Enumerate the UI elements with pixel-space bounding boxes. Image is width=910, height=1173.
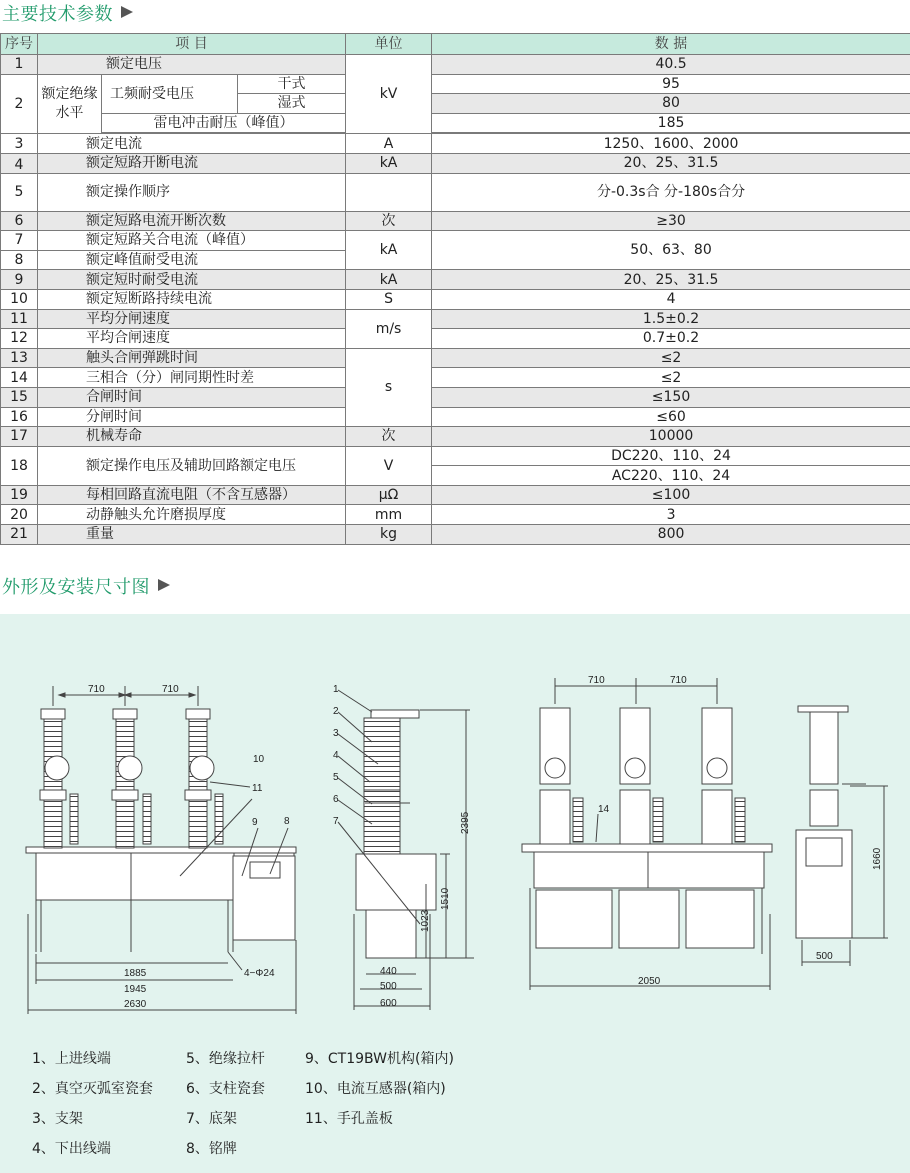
front-dim-2630: 2630 bbox=[124, 999, 147, 1010]
front-hole-label: 4−Φ24 bbox=[244, 968, 275, 979]
right-dim-1660: 1660 bbox=[872, 847, 883, 870]
svg-text:6: 6 bbox=[333, 794, 339, 805]
front-dim-1945: 1945 bbox=[124, 984, 147, 995]
table-row: 20 动静触头允许磨损厚度 mm 3 bbox=[1, 505, 910, 525]
table-row: 5 额定操作顺序 分-0.3s合 分-180s合分 bbox=[1, 173, 910, 211]
callout-9: 9 bbox=[252, 817, 258, 828]
table-row: 13 触头合闸弹跳时间 s ≤2 bbox=[1, 348, 910, 368]
table-row: 湿式 80 bbox=[1, 94, 910, 114]
svg-text:4: 4 bbox=[333, 750, 339, 761]
svg-text:2: 2 bbox=[333, 706, 339, 717]
callout-8: 8 bbox=[284, 816, 290, 827]
table-row: 18 额定操作电压及辅助回路额定电压 V DC220、110、24 bbox=[1, 446, 910, 466]
legend-item: 9、CT19BW机构(箱内) bbox=[305, 1051, 454, 1067]
table-row: 10 额定短断路持续电流 S 4 bbox=[1, 289, 910, 309]
table-row: 8 额定峰值耐受电流 bbox=[1, 250, 910, 270]
side-view bbox=[333, 684, 474, 1010]
table-row: 15 合闸时间 ≤150 bbox=[1, 387, 910, 407]
side-dim-2395: 2395 bbox=[460, 811, 471, 834]
legend-item: 2、真空灭弧室瓷套 bbox=[32, 1081, 153, 1097]
drawing-section-title: 外形及安装尺寸图 bbox=[2, 573, 170, 599]
table-row: 21 重量 kg 800 bbox=[1, 525, 910, 545]
header-no: 序号 bbox=[1, 34, 38, 55]
table-row: 19 每相回路直流电阻（不含互感器） μΩ ≤100 bbox=[1, 485, 910, 505]
legend-item: 4、下出线端 bbox=[32, 1141, 111, 1157]
spec-section-title: 主要技术参数 bbox=[2, 0, 133, 26]
back-view bbox=[522, 675, 772, 990]
table-row: 4 额定短路开断电流 kA 20、25、31.5 bbox=[1, 153, 910, 173]
table-row: 16 分闸时间 ≤60 bbox=[1, 407, 910, 427]
legend-item: 5、绝缘拉杆 bbox=[186, 1051, 265, 1067]
table-row: 12 平均合闸速度 0.7±0.2 bbox=[1, 329, 910, 349]
back-dim-710-b: 710 bbox=[670, 675, 687, 686]
callout-11: 11 bbox=[252, 783, 263, 794]
table-row: 1 额定电压 kV 40.5 bbox=[1, 55, 910, 75]
side-dim-440: 440 bbox=[380, 966, 397, 977]
svg-text:7: 7 bbox=[333, 816, 339, 827]
table-row: 2 额定绝缘水平 工频耐受电压 干式 95 bbox=[1, 74, 910, 94]
legend-item: 8、铭牌 bbox=[186, 1141, 237, 1157]
legend-item: 6、支柱瓷套 bbox=[186, 1081, 265, 1097]
side-dim-1023: 1023 bbox=[420, 909, 431, 932]
front-view bbox=[26, 684, 296, 1014]
header-unit: 单位 bbox=[346, 34, 432, 55]
play-arrow-icon bbox=[121, 6, 133, 18]
front-dim-1885: 1885 bbox=[124, 968, 147, 979]
play-arrow-icon bbox=[158, 579, 170, 591]
legend-item: 7、底架 bbox=[186, 1111, 237, 1127]
dimension-drawing bbox=[0, 614, 910, 1173]
svg-text:1: 1 bbox=[333, 684, 339, 695]
spec-table bbox=[0, 33, 910, 545]
table-row: 6 额定短路电流开断次数 次 ≥30 bbox=[1, 211, 910, 231]
table-row: 9 额定短时耐受电流 kA 20、25、31.5 bbox=[1, 270, 910, 290]
table-row: 17 机械寿命 次 10000 bbox=[1, 427, 910, 447]
callout-14: 14 bbox=[598, 804, 610, 815]
table-row: AC220、110、24 bbox=[1, 466, 910, 486]
table-row: 14 三相合（分）闸同期性时差 ≤2 bbox=[1, 368, 910, 388]
side-dim-500: 500 bbox=[380, 981, 397, 992]
svg-text:3: 3 bbox=[333, 728, 339, 739]
header-data: 数 据 bbox=[432, 34, 910, 55]
legend-item: 3、支架 bbox=[32, 1111, 83, 1127]
table-row: 11 平均分闸速度 m/s 1.5±0.2 bbox=[1, 309, 910, 329]
header-item: 项 目 bbox=[38, 34, 346, 55]
front-dim-710-b: 710 bbox=[162, 684, 179, 695]
callout-10: 10 bbox=[253, 754, 265, 765]
legend-item: 11、手孔盖板 bbox=[305, 1111, 393, 1127]
side-dim-1510: 1510 bbox=[440, 887, 451, 910]
right-view bbox=[796, 706, 888, 966]
side-dim-600: 600 bbox=[380, 998, 397, 1009]
front-dim-710-a: 710 bbox=[88, 684, 105, 695]
svg-text:5: 5 bbox=[333, 772, 339, 783]
back-dim-710-a: 710 bbox=[588, 675, 605, 686]
table-row: 雷电冲击耐压（峰值） 185 bbox=[1, 113, 910, 133]
back-dim-2050: 2050 bbox=[638, 976, 661, 987]
table-row: 7 额定短路关合电流（峰值） kA 50、63、80 bbox=[1, 231, 910, 251]
table-row: 3 额定电流 A 1250、1600、2000 bbox=[1, 134, 910, 154]
legend-item: 1、上进线端 bbox=[32, 1051, 111, 1067]
legend-item: 10、电流互感器(箱内) bbox=[305, 1081, 446, 1097]
right-dim-500: 500 bbox=[816, 951, 833, 962]
